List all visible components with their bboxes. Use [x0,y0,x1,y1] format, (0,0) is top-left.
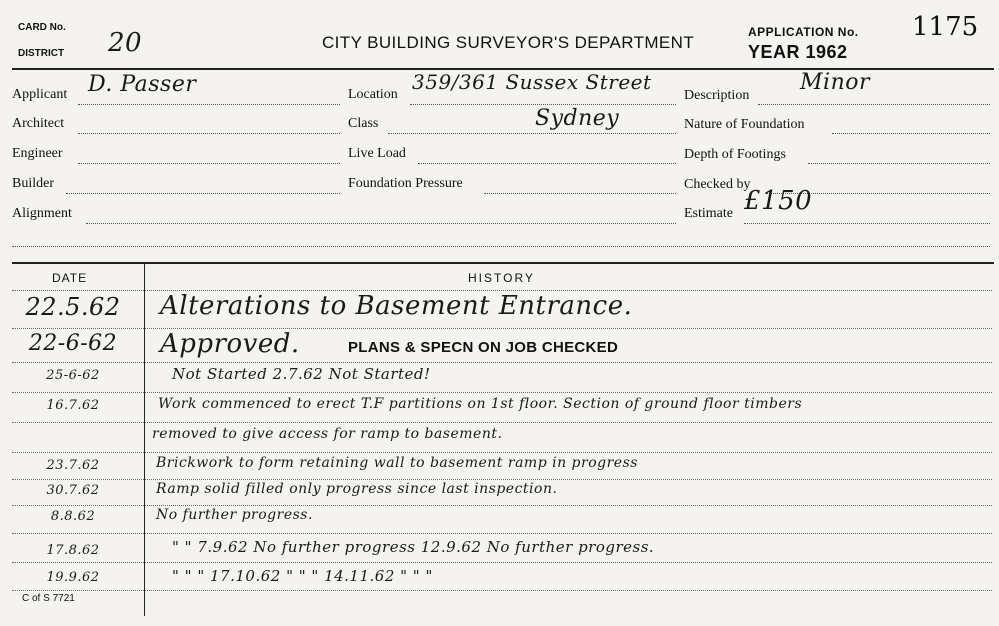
history-entry: Not Started 2.7.62 Not Started! [172,365,431,383]
history-date: 19.9.62 [46,570,100,585]
year-label: YEAR 1962 [748,42,848,62]
history-entry: No further progress. [156,507,313,523]
checked-by-label: Checked by [684,177,751,192]
history-header: HISTORY [468,271,535,285]
history-entry: Work commenced to erect T.F partitions on 1st floor. Section of ground floor timbers [158,396,803,412]
history-date: 16.7.62 [46,398,100,413]
class-label: Class [348,116,379,131]
history-entry: Alterations to Basement Entrance. [160,291,633,321]
engineer-label: Engineer [12,146,63,161]
nature-of-foundation-label: Nature of Foundation [684,117,805,132]
applicant-label: Applicant [12,87,68,102]
history-date: 8.8.62 [50,509,96,524]
history-top-rule [12,262,994,264]
history-entry: Brickwork to form retaining wall to basement ramp in progress [156,455,638,471]
location-value-line2: Sydney [535,106,620,131]
district-value: 20 [108,28,143,58]
estimate-label: Estimate [684,206,733,221]
foundation-pressure-label: Foundation Pressure [348,176,463,191]
history-date: 22.5.62 [25,293,121,321]
department-title: CITY BUILDING SURVEYOR'S DEPARTMENT [322,33,695,52]
history-date: 17.8.62 [46,543,100,558]
history-entry: removed to give access for ramp to basement. [152,426,503,442]
architect-label: Architect [12,116,65,131]
district-label: DISTRICT [18,48,65,59]
description-label: Description [684,88,750,103]
approval-stamp: PLANS & SPECN ON JOB CHECKED [348,339,619,356]
location-label: Location [348,87,398,102]
history-entry: " " 7.9.62 No further progress 12.9.62 No further progress. [172,538,655,556]
applicant-value: D. Passer [88,72,197,97]
depth-of-footings-label: Depth of Footings [684,147,786,162]
builder-label: Builder [12,176,54,191]
history-entry: " " " 17.10.62 " " " 14.11.62 " " " [172,567,433,585]
form-number: C of S 7721 [22,593,75,604]
history-entry: Ramp solid filled only progress since last inspection. [156,481,558,497]
application-label: APPLICATION No. [748,25,859,39]
application-number: 1175 [912,12,979,42]
alignment-label: Alignment [12,206,72,221]
live-load-label: Live Load [348,146,406,161]
history-date: 22-6-62 [28,331,118,356]
history-date: 30.7.62 [46,483,100,498]
estimate-value: £150 [744,186,813,216]
date-header: DATE [52,271,88,285]
date-column-divider [144,264,145,616]
description-value: Minor [800,70,870,95]
history-date: 23.7.62 [46,458,100,473]
history-date: 25-6-62 [46,368,100,383]
location-value: 359/361 Sussex Street [412,70,652,94]
history-entry: Approved. [160,329,300,359]
card-no-label: CARD No. [18,22,66,33]
